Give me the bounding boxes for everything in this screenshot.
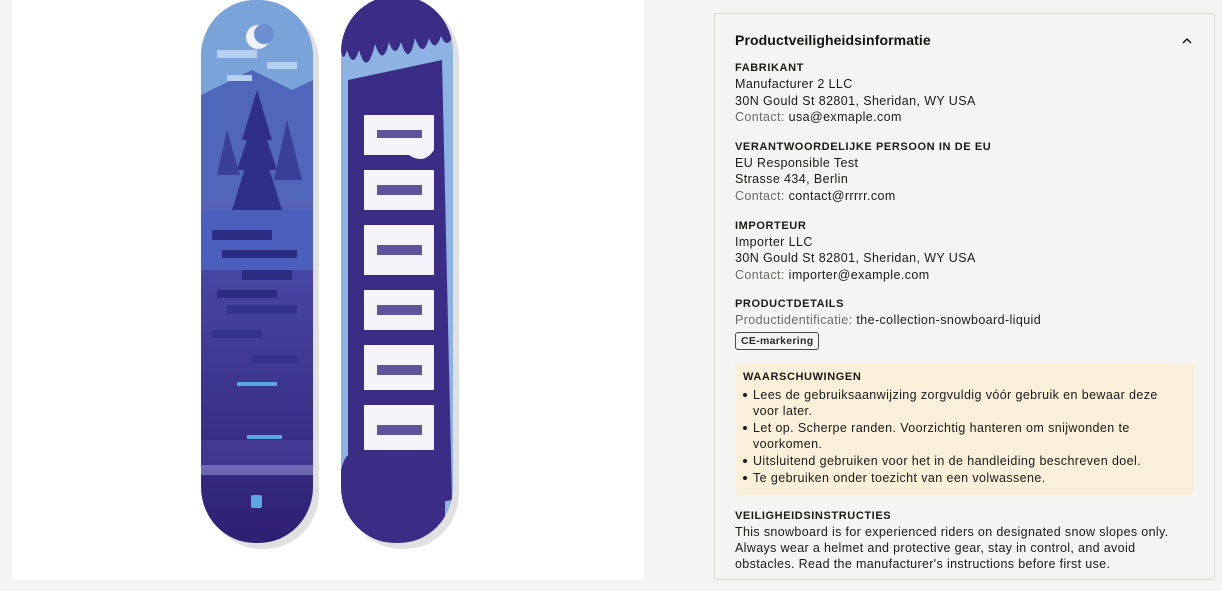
importer-name: Importer LLC	[735, 234, 813, 249]
snowboard-top-graphic	[341, 0, 453, 548]
safety-instructions-text: This snowboard is for experienced riders on designated snow slopes only. Always wear a helmet and protective gear, stay in control, and avoid obstacles. Read the manufacturer's instructions before first use.	[735, 524, 1169, 572]
manufacturer-contact-label: Contact:	[735, 110, 785, 125]
manufacturer-section	[735, 60, 1194, 126]
safety-instructions-section	[735, 508, 1194, 573]
warning-item: Lees de gebruiksaanwijzing zorgvuldig vóór gebruik en bewaar deze voor later.	[743, 387, 1186, 419]
warnings-label: WAARSCHUWINGEN	[743, 370, 862, 383]
warning-item: Let op. Scherpe randen. Voorzichtig hanteren om snijwonden te voorkomen.	[743, 420, 1186, 452]
card-title: Productveiligheidsinformatie	[735, 32, 931, 48]
importer-section	[735, 218, 1194, 284]
product-image-panel[interactable]	[12, 0, 644, 580]
warning-item: Uitsluitend gebruiken voor het in de handleiding beschreven doel.	[743, 453, 1186, 469]
importer-contact-email[interactable]: importer@example.com	[788, 267, 930, 282]
warning-item: Te gebruiken onder toezicht van een volwassene.	[743, 470, 1186, 486]
eu-person-contact-email[interactable]: contact@rrrrr.com	[788, 188, 896, 203]
product-details-section	[735, 296, 1194, 350]
manufacturer-label: FABRIKANT	[735, 62, 804, 74]
snowboard-image	[12, 0, 644, 580]
product-details-label: PRODUCTDETAILS	[735, 298, 845, 311]
product-safety-card	[714, 13, 1215, 580]
eu-person-contact-label: Contact:	[735, 188, 785, 203]
ce-marking-badge: CE-markering	[735, 332, 819, 350]
importer-label: IMPORTEUR	[735, 219, 807, 232]
warnings-box	[735, 363, 1194, 495]
importer-address: 30N Gould St 82801, Sheridan, WY USA	[735, 251, 976, 266]
eu-person-address: Strasse 434, Berlin	[735, 172, 849, 187]
eu-person-name: EU Responsible Test	[735, 155, 859, 170]
manufacturer-name: Manufacturer 2 LLC	[735, 77, 853, 91]
snowboard-bottom-graphic	[201, 0, 313, 543]
chevron-up-icon[interactable]	[1180, 33, 1194, 47]
eu-person-section	[735, 139, 1194, 205]
eu-person-label: VERANTWOORDELIJKE PERSOON IN DE EU	[735, 140, 992, 153]
card-header[interactable]	[735, 30, 1194, 50]
product-id-label: Productidentificatie:	[735, 313, 853, 328]
manufacturer-contact-email[interactable]: usa@exmaple.com	[788, 110, 902, 125]
importer-contact-label: Contact:	[735, 267, 785, 282]
product-id-value: the-collection-snowboard-liquid	[856, 313, 1042, 328]
warnings-list	[743, 387, 1186, 486]
manufacturer-address: 30N Gould St 82801, Sheridan, WY USA	[735, 93, 976, 108]
safety-instructions-label: VEILIGHEIDSINSTRUCTIES	[735, 509, 892, 522]
